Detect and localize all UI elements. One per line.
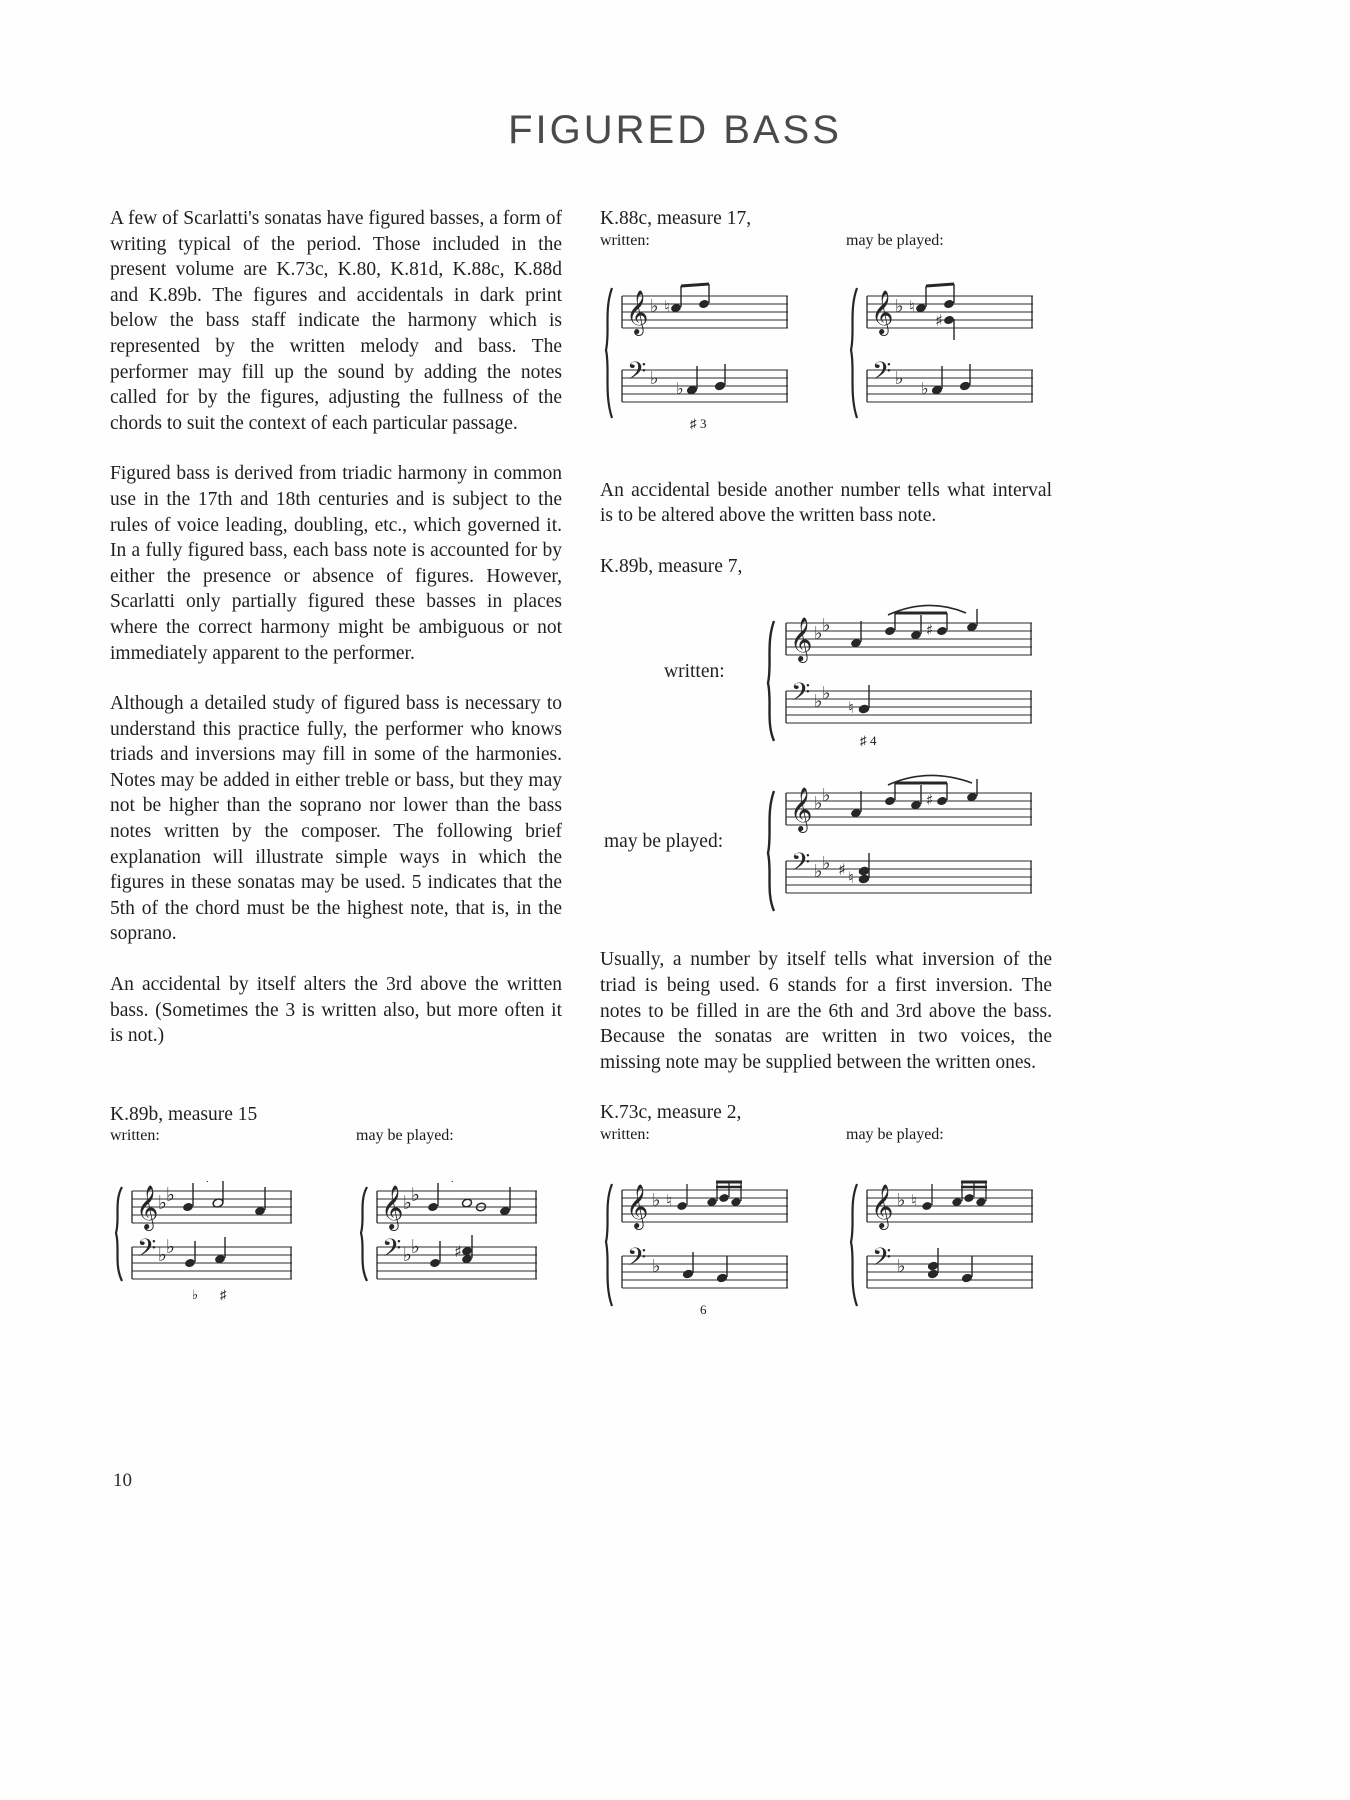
key-signature-bass: ♭: [652, 1255, 661, 1277]
treble-clef-icon: 𝄞: [381, 1185, 404, 1230]
flat-accidental-icon: ♭: [921, 378, 929, 398]
example-k88c-m17-labels: [600, 232, 1052, 258]
may-be-played-label: may be played:: [356, 1127, 454, 1145]
natural-accidental-icon: ♮: [664, 296, 670, 316]
score-written-k73c-m2: [600, 1164, 805, 1324]
treble-clef-icon: 𝄞: [626, 1183, 649, 1228]
paragraph-study: Although a detailed study of figured bass is necessary to understand this practice fully, the performer who knows triads and inversions may fill in some of the harmonies. Notes may be added in either treble or bass, but they may not be higher than the soprano nor lower than the bass notes written by the composer. The following brief explanation will illustrate simple ways in which the figures in these sonatas may be used. 5 indicates that the 5th of the chord must be the highest note, that is, in the soprano.: [110, 693, 562, 945]
treble-clef-icon: 𝄞: [790, 617, 813, 662]
natural-accidental-icon: ♮: [848, 698, 854, 718]
key-signature-treble: ♭: [652, 1189, 661, 1211]
figure-flat: ♭: [192, 1287, 199, 1303]
treble-clef-icon: 𝄞: [871, 1183, 894, 1228]
note-head: [182, 1202, 194, 1212]
paragraph-inversion: Usually, a number by itself tells what inversion of the triad is being used. 6 stands for a first inversion. The notes to be filled in are the 6th and 3rd above the bass. Because the sonatas are written in two voices, the missing note may be supplied between the written ones.: [600, 949, 1052, 1073]
natural-accidental-icon: ♮: [666, 1190, 672, 1210]
key-signature-treble: ♭: [897, 1189, 906, 1211]
bass-clef-icon: 𝄢: [872, 1242, 892, 1278]
may-be-played-label: may be played:: [846, 1125, 944, 1143]
key-signature-bass: ♭: [158, 1244, 167, 1267]
written-label: written:: [110, 1127, 160, 1145]
key-signature-treble: ♭: [895, 295, 904, 317]
bass-clef-icon: 𝄢: [137, 1234, 157, 1270]
note-head: [943, 298, 955, 308]
figure-4: 4: [870, 733, 877, 749]
key-signature-treble: ♭: [814, 793, 823, 815]
key-signature-bass-2: ♭: [166, 1236, 175, 1259]
note-head: [184, 1258, 196, 1268]
music-notation-svg: [110, 1165, 310, 1315]
may-be-played-label: may be played:: [846, 231, 944, 249]
key-signature-treble-2: ♭: [822, 785, 831, 807]
key-signature-treble: ♭: [650, 295, 659, 317]
key-signature-bass-2: ♭: [822, 853, 831, 875]
figure-sharp: ♯: [690, 415, 697, 431]
bass-clef-icon: 𝄢: [791, 678, 811, 714]
key-signature-bass: ♭: [895, 367, 904, 389]
example-k89b-m15-title: K.89b, measure 15: [110, 1103, 258, 1125]
sharp-accidental-icon: ♯: [926, 791, 934, 810]
trill-ornament-icon: [451, 1181, 454, 1182]
page-title: FIGURED BASS: [508, 108, 842, 152]
bass-clef-icon: 𝄢: [872, 356, 892, 392]
key-signature-treble-2: ♭: [822, 615, 831, 637]
note-head: [676, 1201, 687, 1211]
score-played-k73c-m2: [845, 1164, 1050, 1324]
score-written-k88c-m17: [600, 270, 805, 450]
natural-accidental-icon: ♮: [911, 1190, 917, 1210]
note-head: [884, 796, 896, 806]
example-k89b-m15-labels: [110, 1127, 562, 1153]
treble-clef-icon: 𝄞: [871, 289, 894, 334]
music-notation-svg: [760, 769, 1050, 919]
page-number: 10: [113, 1470, 132, 1491]
paragraph-accidental-beside: An accidental beside another number tells what interval is to be altered above the written bass note.: [600, 479, 1052, 527]
bass-clef-icon: 𝄢: [627, 1242, 647, 1278]
key-signature-bass-2: ♭: [822, 683, 831, 705]
sharp-accidental-icon: ♯: [454, 1242, 462, 1262]
music-notation-svg: [355, 1165, 555, 1315]
figure-sharp: ♯: [860, 733, 867, 749]
music-notation-svg: [845, 270, 1050, 450]
music-notation-svg: [600, 270, 805, 450]
key-signature-bass: ♭: [814, 691, 823, 713]
key-signature-bass: ♭: [897, 1255, 906, 1277]
note-head: [884, 626, 896, 636]
bass-clef-icon: 𝄢: [791, 848, 811, 884]
example-k89b-m7-played: [600, 769, 1052, 919]
example-k88c-m17-scores: [600, 270, 1052, 450]
bass-clef-icon: 𝄢: [627, 356, 647, 392]
key-signature-bass: ♭: [650, 367, 659, 389]
key-signature-treble: ♭: [403, 1192, 412, 1215]
note-head: [698, 298, 710, 308]
sharp-accidental-icon: ♯: [935, 310, 943, 330]
treble-clef-icon: 𝄞: [136, 1185, 159, 1230]
note-head: [943, 314, 955, 324]
note-head: [429, 1258, 441, 1268]
example-k88c-m17-title: K.88c, measure 17,: [600, 208, 752, 229]
key-signature-bass: ♭: [814, 861, 823, 883]
score-played-k89b-m15: [355, 1165, 555, 1315]
example-k73c-m2: [600, 1100, 1052, 1324]
sharp-accidental-icon: ♯: [838, 860, 846, 880]
paragraph-accidental-alone: An accidental by itself alters the 3rd above the written bass. (Sometimes the 3 is written also, but more often it is not.): [110, 974, 562, 1047]
music-notation-svg: [760, 599, 1050, 749]
note-head: [936, 626, 948, 636]
written-label: written:: [664, 661, 725, 683]
right-column: [600, 206, 1052, 1324]
written-label: written:: [600, 1125, 650, 1143]
key-signature-bass: ♭: [403, 1244, 412, 1267]
music-notation-svg: [845, 1164, 1050, 1324]
key-signature-treble-2: ♭: [411, 1184, 420, 1207]
example-k73c-m2-scores: [600, 1164, 1052, 1324]
paragraph-intro: A few of Scarlatti's sonatas have figured basses, a form of writing typical of the period. Those included in the present volume are K.73c, K.80, K.81d, K.88c, K.88d and K.89b. The figures and accidentals in dark print below the bass staff indicate the harmony which is represented by the written melody and bass. The performer may fill up the sound by adding the notes called for by the figures, adjusting the fullness of the chords to suit the context of each particular passage.: [110, 208, 562, 434]
may-be-played-label: may be played:: [604, 831, 724, 853]
example-k73c-m2-title: K.73c, measure 2,: [600, 1102, 742, 1124]
treble-clef-icon: 𝄞: [626, 289, 649, 334]
note-head: [963, 1193, 974, 1203]
paragraph-derivation: Figured bass is derived from triadic harmony in common use in the 17th and 18th centuries and is subject to the rules of voice leading, doubling, etc., which governed it. In a fully figured bass, each bass note is accounted for by either the presence or absence of figures. However, Scarlatti only partially figured these basses in places where the correct harmony might be ambiguous or not immediately apparent to the performer.: [110, 463, 562, 664]
key-signature-treble-2: ♭: [166, 1184, 175, 1207]
note-head: [921, 1201, 932, 1211]
example-k89b-m15-scores: [110, 1165, 562, 1315]
note-head: [427, 1202, 439, 1212]
trill-ornament-icon: [206, 1181, 209, 1182]
treble-clef-icon: 𝄞: [790, 787, 813, 832]
figure-3: 3: [700, 415, 707, 431]
flat-accidental-icon: ♭: [676, 378, 684, 398]
note-head: [718, 1193, 729, 1203]
example-k89b-m7-title: K.89b, measure 7,: [600, 555, 743, 577]
key-signature-treble: ♭: [814, 623, 823, 645]
left-column: [110, 206, 562, 1315]
sharp-accidental-icon: ♯: [926, 621, 934, 640]
natural-accidental-icon: ♮: [909, 296, 915, 316]
note-head: [462, 1199, 473, 1209]
figure-6: 6: [700, 1301, 707, 1317]
figure-sharp: ♯: [220, 1287, 227, 1303]
bass-clef-icon: 𝄢: [382, 1234, 402, 1270]
written-label: written:: [600, 231, 650, 249]
natural-accidental-icon: ♮: [848, 868, 854, 888]
example-k89b-m7: [600, 554, 1052, 920]
key-signature-bass-2: ♭: [411, 1236, 420, 1259]
score-played-k88c-m17: [845, 270, 1050, 450]
example-k88c-m17: [600, 206, 1052, 450]
key-signature-treble: ♭: [158, 1192, 167, 1215]
example-k89b-m15: [110, 1102, 562, 1316]
example-k89b-m7-written: [600, 599, 1052, 749]
example-k73c-m2-labels: [600, 1126, 1052, 1152]
music-notation-svg: [600, 1164, 805, 1324]
score-written-k89b-m15: [110, 1165, 310, 1315]
note-head: [936, 796, 948, 806]
